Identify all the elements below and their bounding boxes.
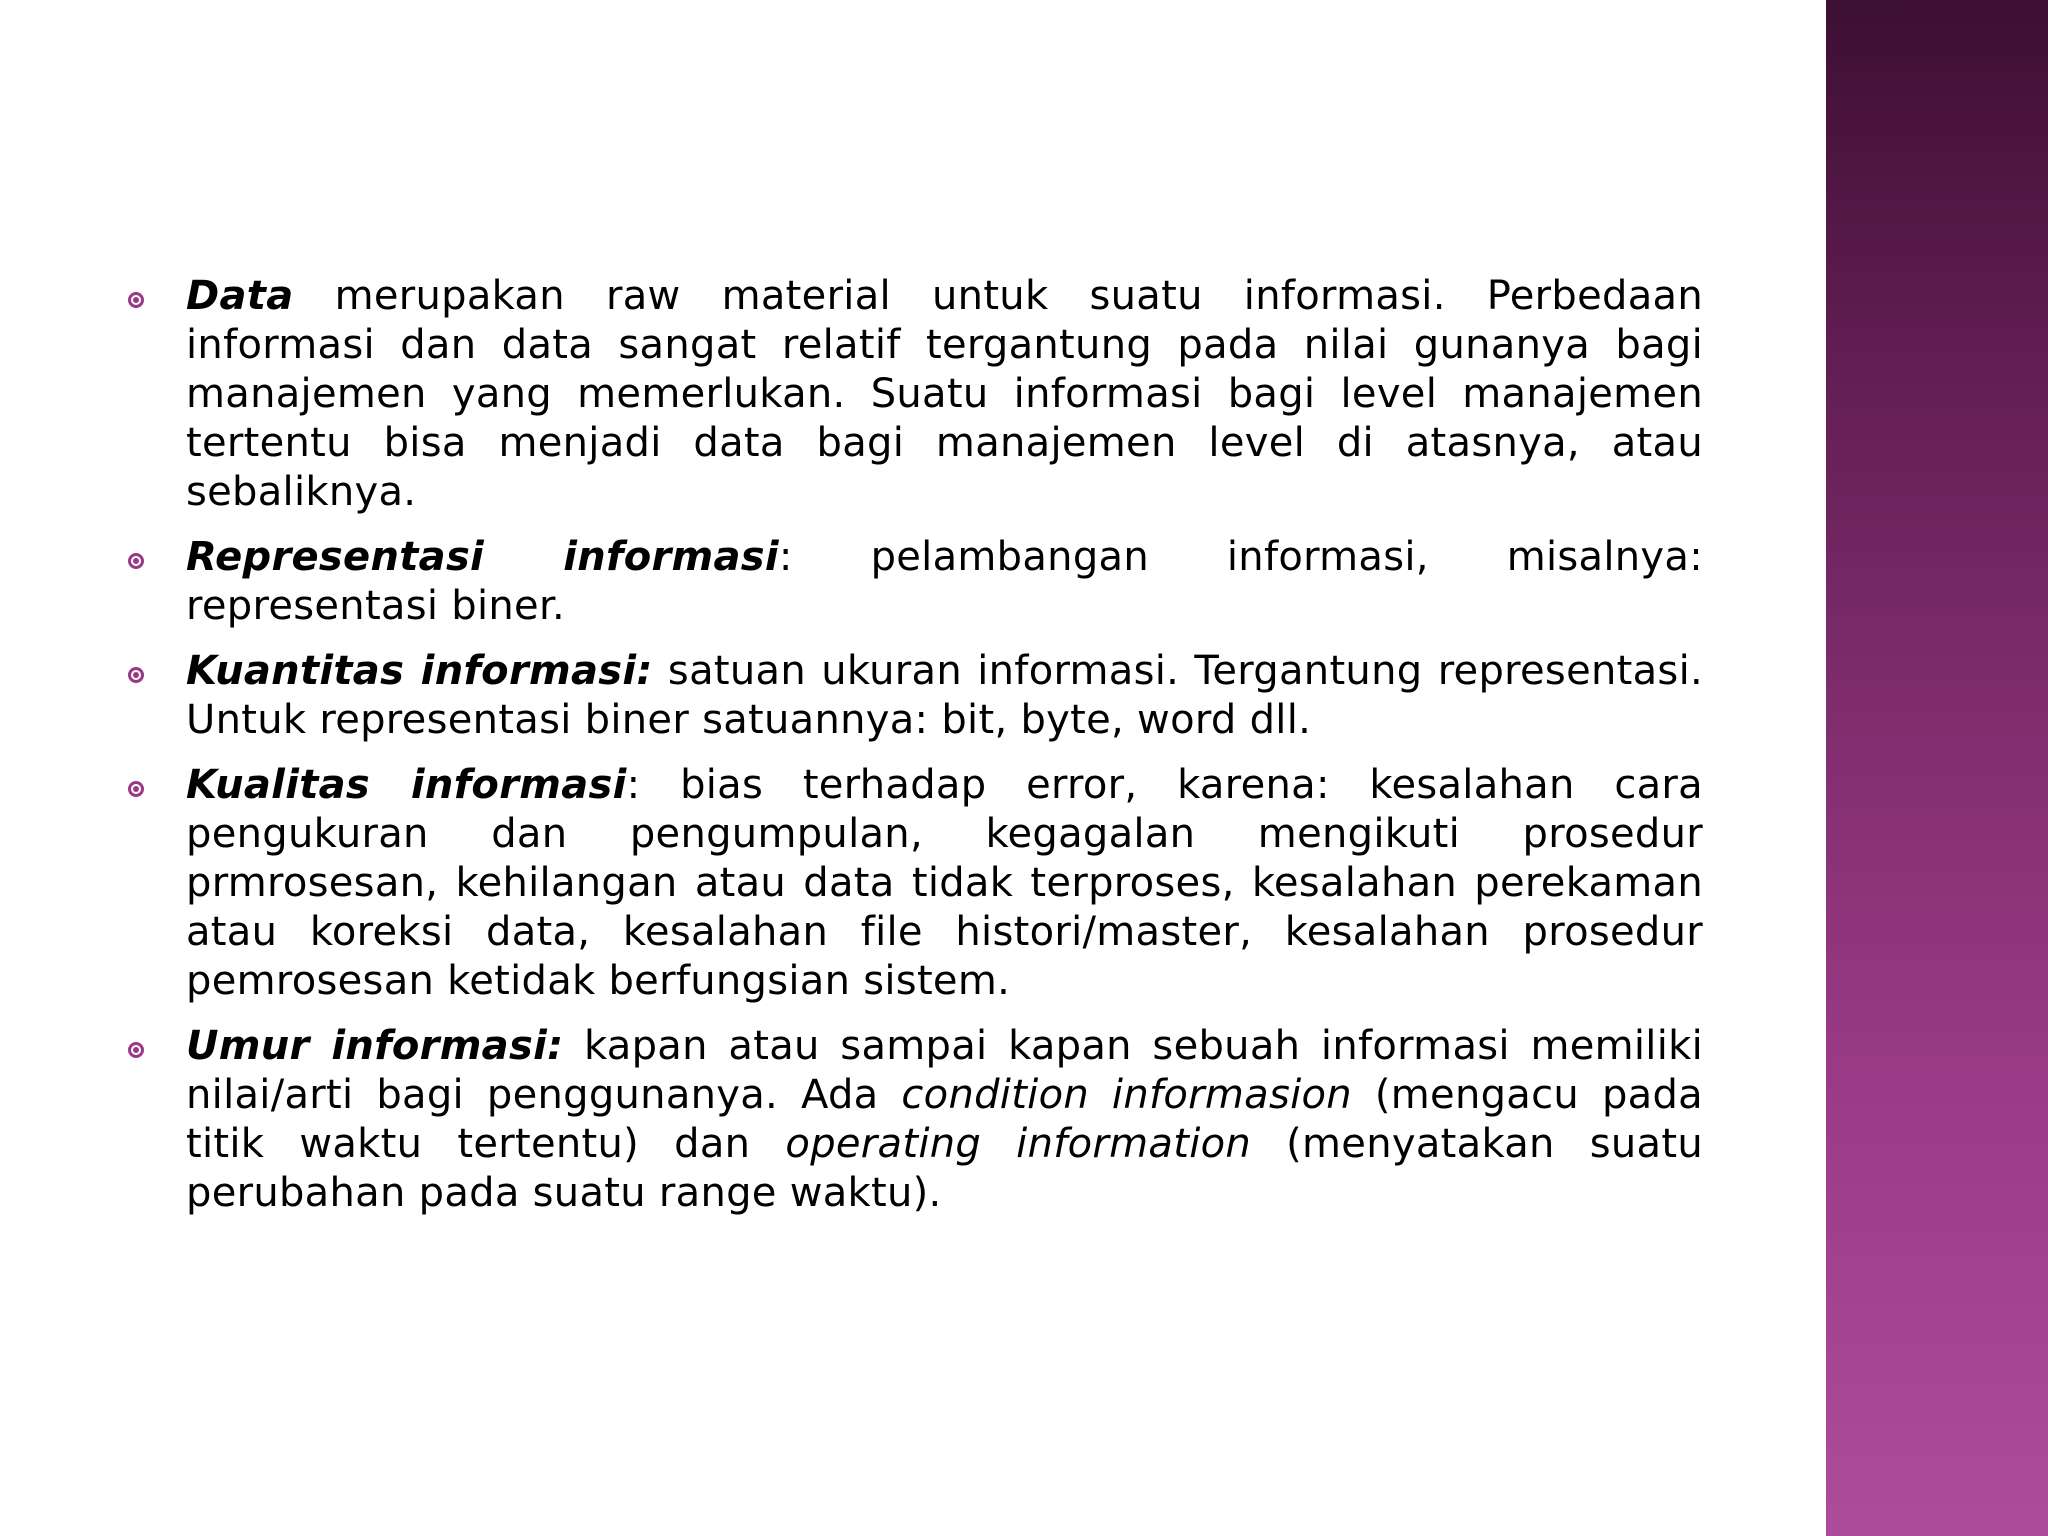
decorative-sidebar [1826, 0, 2048, 1536]
bullet-text: merupakan raw material untuk suatu informasi. Perbedaan informasi dan data sangat relatif tergantung pada nilai gunanya bagi manajemen yang memerlukan. Suatu informasi bagi level manajemen tertentu bisa menjadi data bagi manajemen level di atasnya, atau sebaliknya. [186, 273, 1703, 515]
bullet-text: kapan atau sampai kapan sebuah informasi memiliki nilai/arti bagi penggunanya. Ada [186, 1023, 1704, 1118]
bullet-italic-text: condition informasion [901, 1072, 1352, 1118]
bullet-text: : bias terhadap error, karena: kesalahan cara pengukuran dan pengumpulan, kegagalan mengikuti prosedur prmrosesan, kehilangan atau data tidak terproses, kesalahan perekaman atau koreksi data, kesalahan file histori/master, kesalahan prosedur pemrosesan ketidak berfungsian sistem. [186, 762, 1703, 1004]
bullet-representasi [128, 533, 1703, 631]
bullet-text: (menyatakan suatu perubahan pada suatu range waktu). [186, 1121, 1703, 1216]
slide-content [128, 272, 1703, 1234]
circle-bullet-icon [128, 1042, 144, 1058]
bullet-kualitas [128, 761, 1703, 1006]
bullet-umur [128, 1022, 1703, 1218]
bullet-list [128, 272, 1703, 1218]
bullet-term: Umur informasi: [186, 1023, 564, 1069]
circle-bullet-icon [128, 553, 144, 569]
circle-bullet-icon [128, 292, 144, 308]
bullet-data [128, 272, 1703, 517]
bullet-italic-text: operating information [785, 1121, 1252, 1167]
bullet-text: satuan ukuran informasi. Tergantung representasi. Untuk representasi biner satuannya: bit, byte, word dll. [186, 648, 1703, 743]
circle-bullet-icon [128, 667, 144, 683]
bullet-kuantitas [128, 647, 1703, 745]
bullet-term: Kualitas informasi [186, 762, 627, 808]
bullet-text: : pelambangan informasi, misalnya: representasi biner. [186, 534, 1703, 629]
bullet-term: Kuantitas informasi: [186, 648, 653, 694]
circle-bullet-icon [128, 781, 144, 797]
bullet-term: Representasi informasi [186, 534, 779, 580]
bullet-term: Data [186, 273, 294, 319]
bullet-text: (mengacu pada titik waktu tertentu) dan [186, 1072, 1703, 1167]
